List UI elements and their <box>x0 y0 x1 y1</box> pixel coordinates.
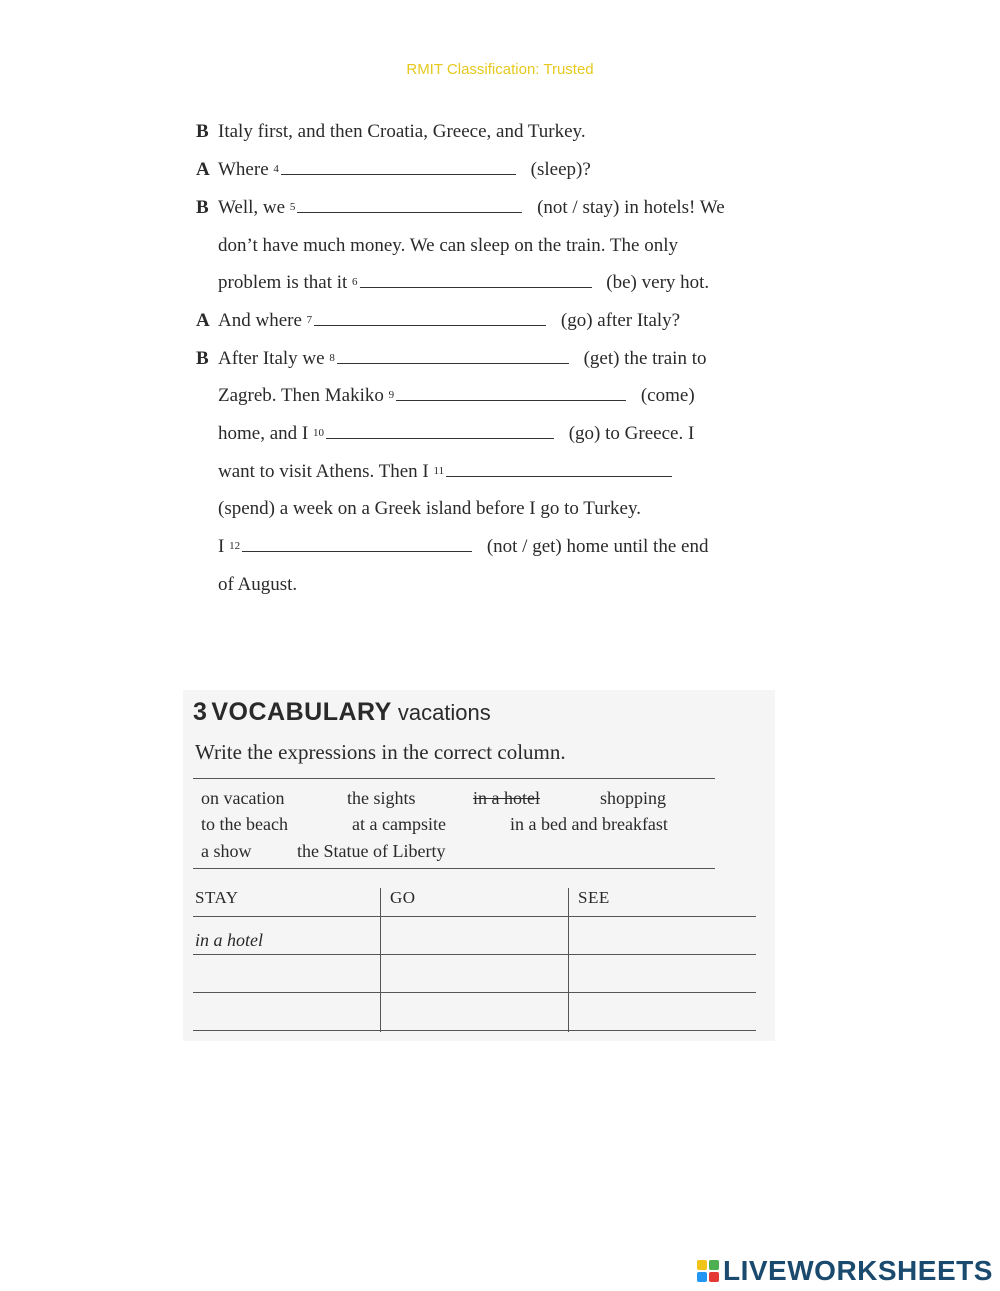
logo-text: LIVEWORKSHEETS <box>723 1255 993 1286</box>
verb-hint: (get) the train to <box>583 348 707 369</box>
row-divider <box>193 1030 756 1031</box>
section-number: 3 <box>193 698 207 726</box>
verb-hint: (sleep)? <box>530 159 591 180</box>
liveworksheets-logo <box>697 1256 993 1286</box>
verb-hint: (go) to Greece. I <box>568 423 695 444</box>
dialogue-line <box>218 536 708 558</box>
answer-blank[interactable] <box>281 160 516 175</box>
word-box-item: at a campsite <box>352 814 446 834</box>
dialogue-line <box>218 574 297 596</box>
line-text: Zagreb. Then Makiko <box>218 385 384 406</box>
dialogue-line <box>196 310 680 332</box>
word-box-item: shopping <box>600 788 667 808</box>
line-text: I <box>218 536 225 557</box>
answer-blank[interactable] <box>326 424 554 439</box>
verb-hint: (not / stay) in hotels! We <box>537 197 725 218</box>
speaker-label: A <box>196 310 210 331</box>
gap-number: 12 <box>229 540 241 552</box>
answer-table <box>193 888 756 1032</box>
dialogue-line <box>196 348 707 370</box>
divider <box>193 868 715 869</box>
line-text: (spend) a week on a Greek island before I go to Turkey. <box>218 498 641 519</box>
column-header-go: GO <box>390 888 416 907</box>
gap-number: 4 <box>273 163 279 175</box>
gap-number: 11 <box>433 465 445 477</box>
dialogue-line <box>218 423 694 445</box>
word-box-item: the sights <box>347 788 416 808</box>
section-heading <box>193 698 491 727</box>
dialogue-line <box>218 235 678 257</box>
gap-number: 9 <box>388 389 395 401</box>
gap-number: 5 <box>289 201 296 213</box>
word-box-item: in a bed and breakfast <box>510 814 668 834</box>
word-box-item: on vacation <box>201 788 285 808</box>
line-text: of August. <box>218 574 298 595</box>
dialogue-line <box>218 498 641 520</box>
vocabulary-section <box>183 690 775 1041</box>
instruction-text: Write the expressions in the correct column. <box>195 740 566 764</box>
answer-blank[interactable] <box>446 462 672 477</box>
word-box-item: to the beach <box>201 814 288 834</box>
example-answer: in a hotel <box>195 930 263 950</box>
line-text: problem is that it <box>218 272 348 293</box>
answer-blank[interactable] <box>242 537 472 552</box>
gap-number: 6 <box>352 276 358 288</box>
dialogue-line <box>196 197 725 219</box>
answer-blank[interactable] <box>337 349 569 364</box>
divider <box>193 778 715 779</box>
speaker-label: B <box>196 197 209 218</box>
column-divider <box>568 888 569 1032</box>
dialogue-line <box>196 121 586 143</box>
classification-label: RMIT Classification: Trusted <box>406 61 594 78</box>
line-text: Italy first, and then Croatia, Greece, and Turkey. <box>218 121 586 142</box>
dialogue-line <box>218 385 695 407</box>
column-header-stay: STAY <box>195 888 239 907</box>
speaker-label: B <box>196 348 209 369</box>
row-divider <box>193 954 756 955</box>
verb-hint: (be) very hot. <box>606 272 710 293</box>
line-text: don’t have much money. We can sleep on the train. The only <box>218 235 678 256</box>
line-text: home, and I <box>218 423 309 444</box>
verb-hint: (come) <box>640 385 695 406</box>
dialogue-line <box>218 461 672 483</box>
dialogue-line <box>196 159 591 181</box>
answer-blank[interactable] <box>360 273 592 288</box>
word-box-item: the Statue of Liberty <box>297 841 446 861</box>
speaker-label: B <box>196 121 209 142</box>
line-text: After Italy we <box>218 348 325 369</box>
line-text: And where <box>218 310 302 331</box>
line-text: Where <box>218 159 269 180</box>
column-header-see: SEE <box>578 888 610 907</box>
gap-number: 8 <box>329 352 335 364</box>
line-text: Well, we <box>218 197 286 218</box>
row-divider <box>193 992 756 993</box>
speaker-label: A <box>196 159 210 180</box>
answer-blank[interactable] <box>396 386 626 401</box>
section-title: VOCABULARY <box>211 698 392 726</box>
gap-number: 10 <box>312 427 324 439</box>
word-box-item: in a hotel <box>473 788 540 808</box>
column-divider <box>380 888 381 1032</box>
answer-blank[interactable] <box>297 198 522 213</box>
verb-hint: (go) after Italy? <box>560 310 681 331</box>
dialogue-line <box>218 272 709 294</box>
gap-number: 7 <box>306 314 313 326</box>
logo-icon <box>697 1260 719 1282</box>
word-box-item: a show <box>201 841 252 861</box>
section-subtitle: vacations <box>397 700 491 725</box>
verb-hint: (not / get) home until the end <box>486 536 709 557</box>
row-divider <box>193 916 756 917</box>
line-text: want to visit Athens. Then I <box>218 461 429 482</box>
answer-blank[interactable] <box>314 311 546 326</box>
